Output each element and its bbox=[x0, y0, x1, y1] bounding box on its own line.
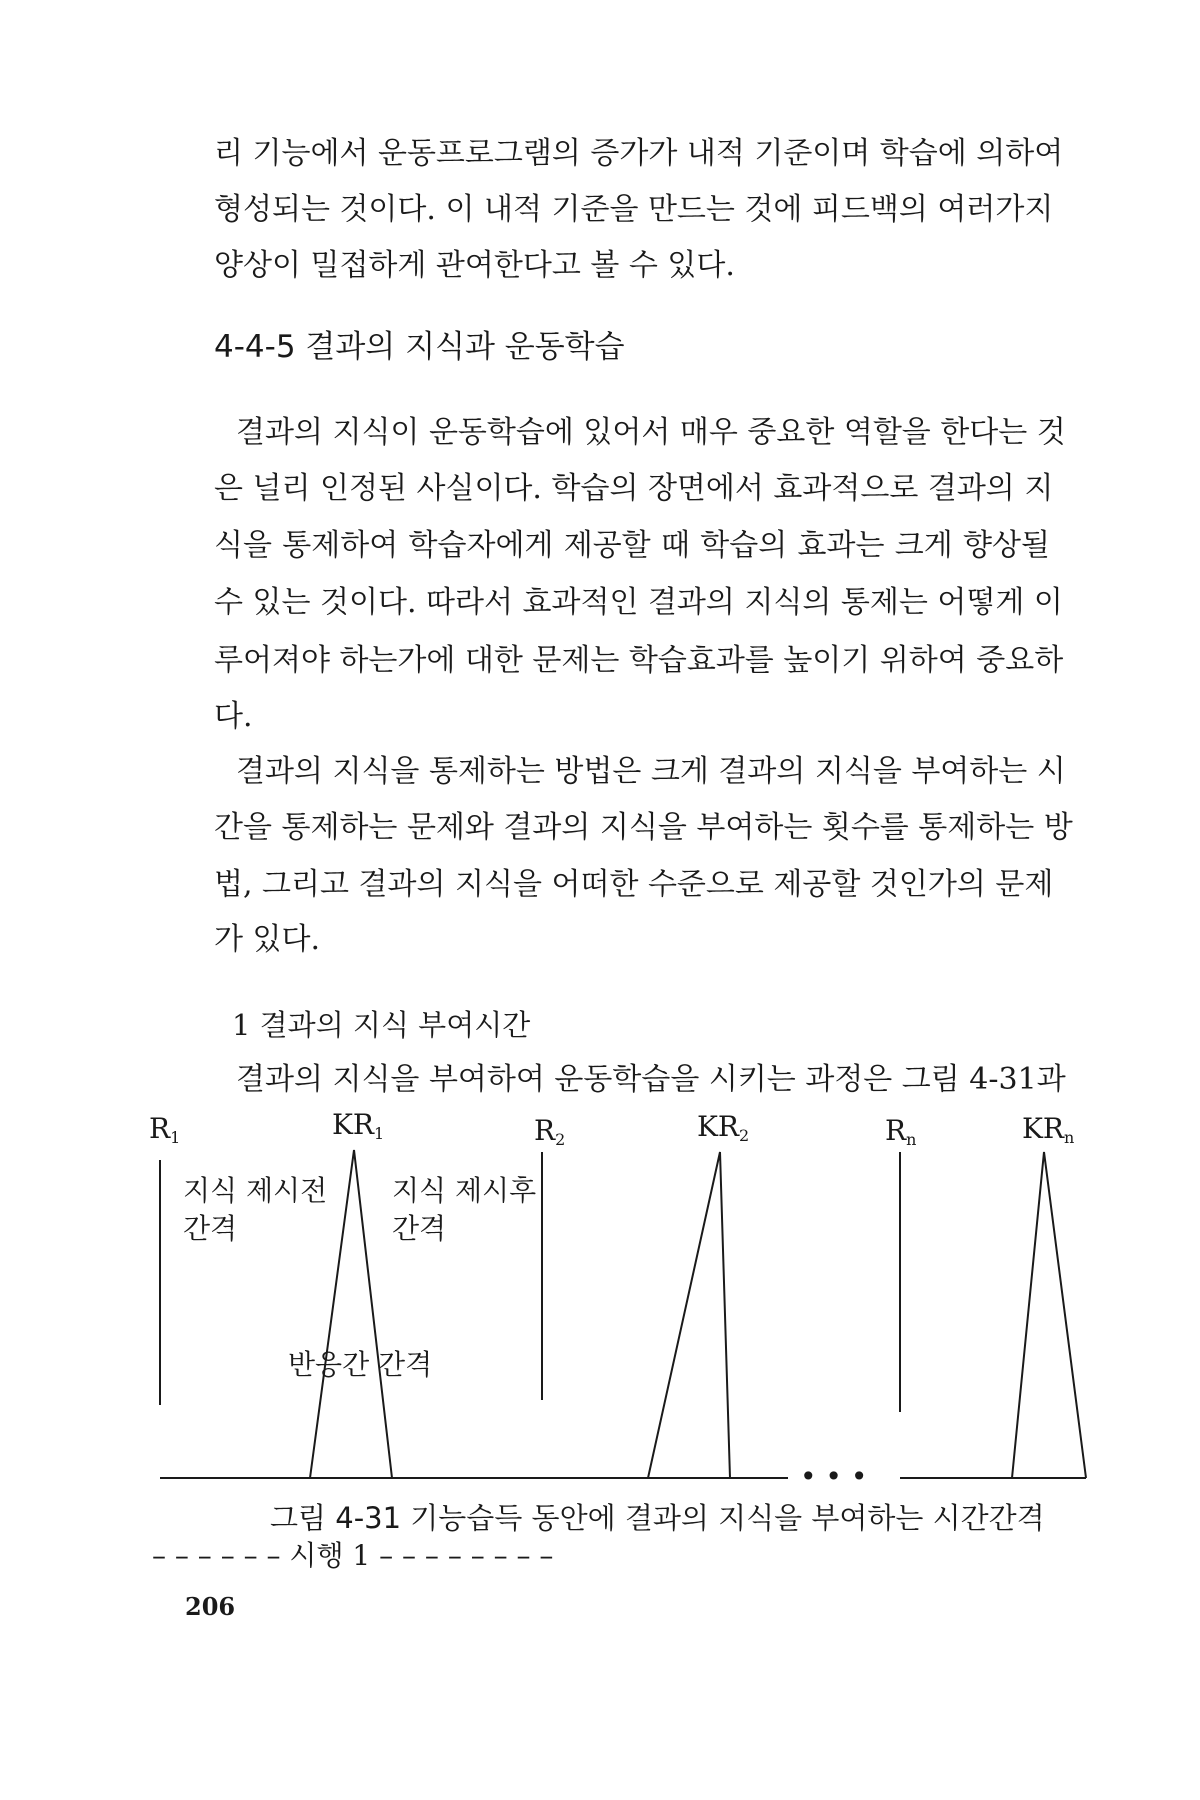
kr-label-n: KRn bbox=[1022, 1112, 1075, 1147]
paragraph-line: 다. bbox=[214, 699, 253, 734]
paragraph-line: 리 기능에서 운동프로그램의 증가가 내적 기준이며 학습에 의하여 bbox=[214, 136, 1064, 171]
paragraph-line: 결과의 지식을 통제하는 방법은 크게 결과의 지식을 부여하는 시 bbox=[236, 754, 1066, 789]
figure-caption: 그림 4-31 기능습득 동안에 결과의 지식을 부여하는 시간간격 bbox=[270, 1501, 1045, 1535]
kr-label-1: KR1 bbox=[332, 1108, 385, 1143]
paragraph-line: 가 있다. bbox=[214, 922, 321, 957]
kr2-peak bbox=[648, 1152, 730, 1478]
paragraph-line: 양상이 밀접하게 관여한다고 볼 수 있다. bbox=[214, 248, 735, 283]
inter-response-label: 반응간 간격 bbox=[288, 1348, 433, 1381]
trial-label: – – – – – – 시행 1 – – – – – – – – bbox=[152, 1539, 554, 1572]
pre-interval-label: 지식 제시전 bbox=[183, 1174, 328, 1207]
post-interval-label: 간격 bbox=[392, 1212, 447, 1245]
paragraph-line: 간을 통제하는 문제와 결과의 지식을 부여하는 횟수를 통제하는 방 bbox=[214, 810, 1073, 845]
paragraph-line: 결과의 지식이 운동학습에 있어서 매우 중요한 역할을 한다는 것 bbox=[236, 415, 1066, 450]
paragraph-line: 은 널리 인정된 사실이다. 학습의 장면에서 효과적으로 결과의 지 bbox=[214, 471, 1054, 506]
paragraph-line: 형성되는 것이다. 이 내적 기준을 만드는 것에 피드백의 여러가지 bbox=[214, 192, 1054, 227]
paragraph-line: 루어져야 하는가에 대한 문제는 학습효과를 높이기 위하여 중요하 bbox=[214, 643, 1064, 678]
sub-heading: 1 결과의 지식 부여시간 bbox=[232, 1008, 531, 1042]
ellipsis-dots: • • • bbox=[800, 1460, 868, 1493]
kr-label-2: KR2 bbox=[697, 1110, 750, 1145]
paragraph-line: 식을 통제하여 학습자에게 제공할 때 학습의 효과는 크게 향상될 bbox=[214, 528, 1050, 563]
section-heading: 4-4-5 결과의 지식과 운동학습 bbox=[214, 329, 625, 365]
paragraph-line: 결과의 지식을 부여하여 운동학습을 시키는 과정은 그림 4-31과 bbox=[236, 1062, 1066, 1097]
page-number: 206 bbox=[185, 1592, 236, 1621]
response-label-n: Rn bbox=[885, 1114, 917, 1149]
post-interval-label: 지식 제시후 bbox=[392, 1174, 537, 1207]
paragraph-line: 법, 그리고 결과의 지식을 어떠한 수준으로 제공할 것인가의 문제 bbox=[214, 867, 1054, 902]
krn-peak bbox=[1012, 1152, 1086, 1478]
paragraph-line: 수 있는 것이다. 따라서 효과적인 결과의 지식의 통제는 어떻게 이 bbox=[214, 585, 1063, 620]
response-label-2: R2 bbox=[534, 1114, 566, 1149]
pre-interval-label: 간격 bbox=[183, 1212, 238, 1245]
response-label-1: R1 bbox=[149, 1112, 181, 1147]
